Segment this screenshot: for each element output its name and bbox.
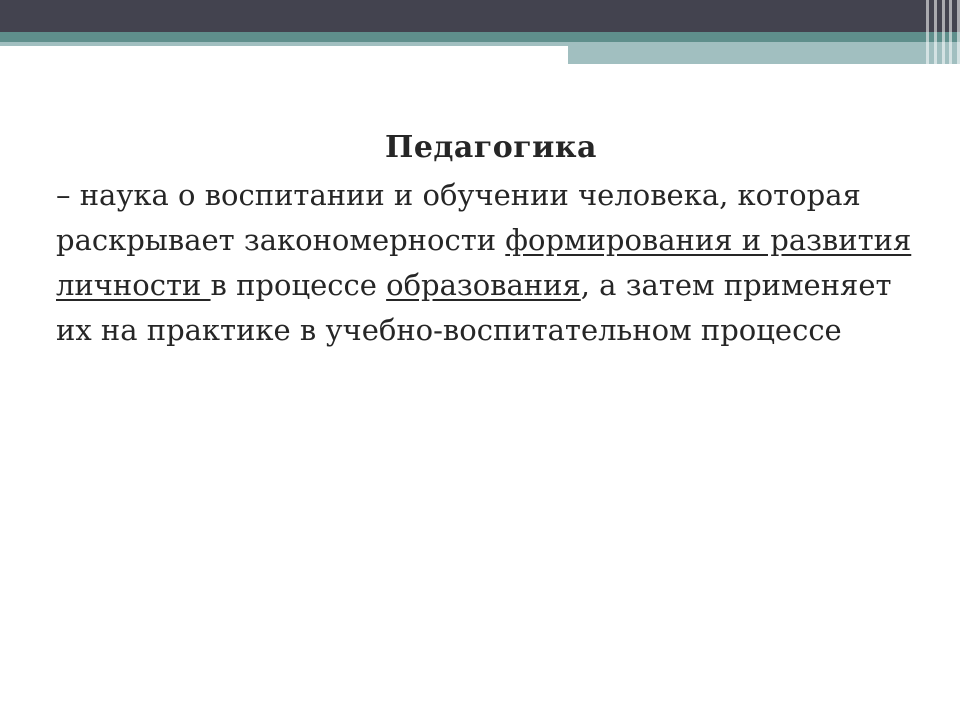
definition-part-1: – наука о воспитании и обучении человека, которая раскрывает закономерности	[56, 178, 861, 257]
definition-text	[56, 173, 926, 353]
header-accent-block	[568, 42, 960, 64]
definition-part-2: в процессе	[210, 268, 387, 302]
slide-content	[56, 130, 926, 353]
decor-stripe	[942, 0, 945, 64]
header-thin-line	[0, 42, 568, 46]
header-bar	[0, 0, 960, 32]
underlined-word-education: образования	[386, 268, 581, 302]
header-accent-line	[0, 32, 960, 42]
underlined-phrase-formation: формирования и развития личности	[56, 223, 912, 302]
slide-title: Педагогика	[385, 130, 597, 165]
decor-stripe	[949, 0, 952, 64]
decor-stripe	[934, 0, 937, 64]
decor-stripe	[926, 0, 929, 64]
definition-part-3: , а затем применяет их на практике в учебно-воспитательном процессе	[56, 268, 892, 347]
header-decor-stripes	[926, 0, 960, 64]
